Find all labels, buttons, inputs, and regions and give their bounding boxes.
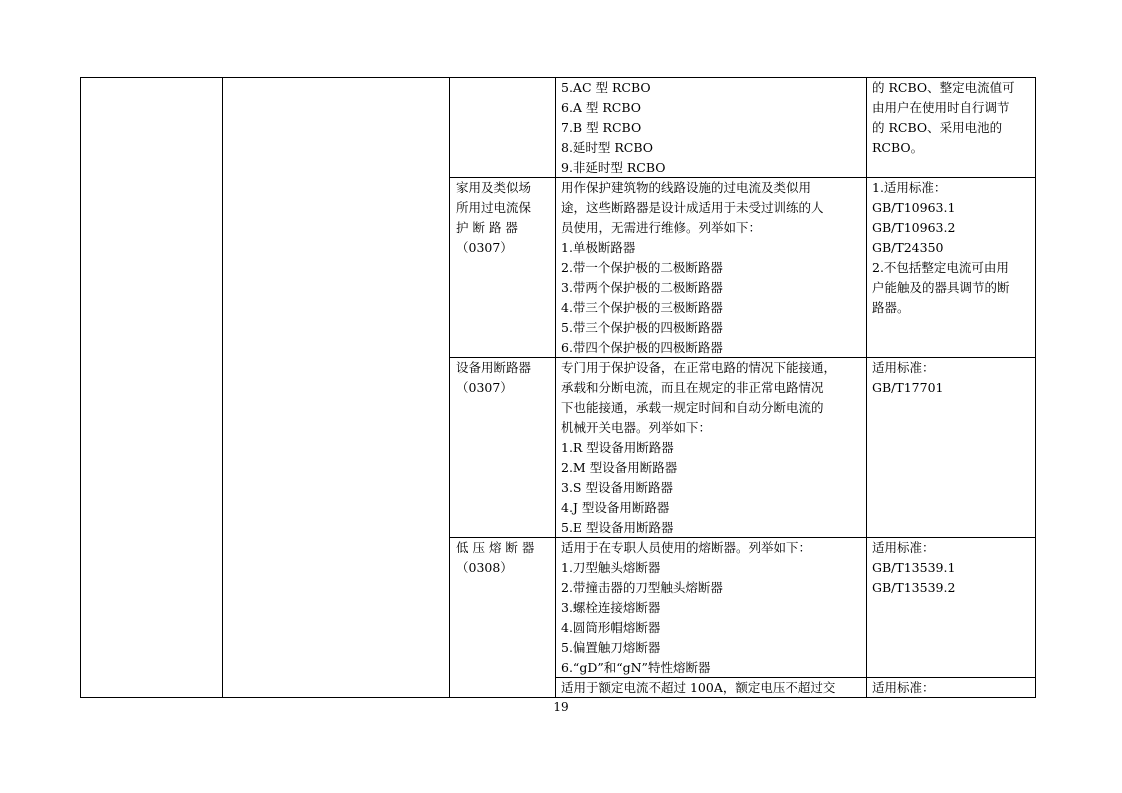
text-line: 适用标准：	[872, 540, 935, 555]
text-line: 7.B 型 RCBO	[561, 120, 642, 135]
row-0-description	[561, 78, 861, 178]
text-line: 4.带三个保护极的三极断路器	[561, 300, 723, 315]
text-line: 4.J 型设备用断路器	[561, 500, 670, 515]
text-line: 护 断 路 器	[456, 220, 518, 235]
row-4-description	[561, 678, 861, 698]
text-line: 由用户在使用时自行调节	[872, 100, 1010, 115]
text-line: 1.单极断路器	[561, 240, 636, 255]
text-line: 适用于在专职人员使用的熔断器。列举如下：	[561, 540, 812, 555]
text-line: （0307）	[456, 240, 513, 255]
row-1-product-name	[456, 178, 548, 258]
text-line: 6.带四个保护极的四极断路器	[561, 340, 723, 355]
text-line: 员使用，无需进行维修。列举如下：	[561, 220, 762, 235]
row-3-standards	[872, 538, 1030, 598]
text-line: 6.A 型 RCBO	[561, 100, 642, 115]
text-line: 4.圆筒形帽熔断器	[561, 620, 661, 635]
text-line: 2.不包括整定电流可由用	[872, 260, 1009, 275]
text-line: 1.适用标准：	[872, 180, 947, 195]
text-line: 2.M 型设备用断路器	[561, 460, 678, 475]
text-line: 1.R 型设备用断路器	[561, 440, 674, 455]
text-line: 途，这些断路器是设计成适用于未受过训练的人	[561, 200, 824, 215]
table-border-left	[80, 77, 81, 698]
text-line: 低 压 熔 断 器	[456, 540, 535, 555]
text-line: 适用于额定电流不超过 100A，额定电压不超过交	[561, 680, 836, 695]
text-line: 适用标准：	[872, 680, 935, 695]
text-line: 承载和分断电流，而且在规定的非正常电路情况	[561, 380, 824, 395]
text-line: GB/T10963.2	[872, 220, 956, 235]
row-1-description	[561, 178, 861, 358]
row-4-standards	[872, 678, 1030, 698]
text-line: 的 RCBO、整定电流值可	[872, 80, 1015, 95]
text-line: 户能触及的器具调节的断	[872, 280, 1010, 295]
table-col-divider-1	[222, 77, 223, 698]
text-line: （0307）	[456, 380, 513, 395]
table-border-right	[1035, 77, 1036, 698]
text-line: 3.带两个保护极的二极断路器	[561, 280, 723, 295]
table-col-divider-2	[449, 77, 450, 698]
text-line: 下也能接通，承载一规定时间和自动分断电流的	[561, 400, 824, 415]
text-line: 1.刀型触头熔断器	[561, 560, 661, 575]
text-line: 设备用断路器	[456, 360, 532, 375]
page-number: 19	[553, 700, 569, 714]
row-1-standards	[872, 178, 1030, 318]
text-line: GB/T13539.1	[872, 560, 956, 575]
text-line: 适用标准：	[872, 360, 935, 375]
text-line: 3.S 型设备用断路器	[561, 480, 673, 495]
text-line: 5.AC 型 RCBO	[561, 80, 651, 95]
text-line: 机械开关电器。列举如下：	[561, 420, 712, 435]
text-line: 路器。	[872, 300, 910, 315]
text-line: 5.偏置触刀熔断器	[561, 640, 661, 655]
row-3-product-name	[456, 538, 548, 578]
text-line: 家用及类似场	[456, 180, 532, 195]
text-line: RCBO。	[872, 140, 924, 155]
text-line: 的 RCBO、采用电池的	[872, 120, 1003, 135]
text-line: 8.延时型 RCBO	[561, 140, 654, 155]
row-2-product-name	[456, 358, 548, 398]
text-line: 2.带一个保护极的二极断路器	[561, 260, 723, 275]
text-line: 9.非延时型 RCBO	[561, 160, 666, 175]
text-line: 所用过电流保	[456, 200, 532, 215]
text-line: GB/T24350	[872, 240, 944, 255]
text-line: 6.“gD”和“gN”特性熔断器	[561, 660, 711, 675]
text-line: GB/T10963.1	[872, 200, 956, 215]
text-line: GB/T17701	[872, 380, 944, 395]
text-line: 5.带三个保护极的四极断路器	[561, 320, 723, 335]
row-2-standards	[872, 358, 1030, 398]
row-0-standards	[872, 78, 1030, 158]
text-line: （0308）	[456, 560, 513, 575]
table-col-divider-4	[866, 77, 867, 698]
table-col-divider-3	[555, 77, 556, 698]
text-line: 用作保护建筑物的线路设施的过电流及类似用	[561, 180, 812, 195]
row-2-description	[561, 358, 861, 538]
text-line: 专门用于保护设备，在正常电路的情况下能接通，	[561, 360, 837, 375]
text-line: 2.带撞击器的刀型触头熔断器	[561, 580, 723, 595]
text-line: GB/T13539.2	[872, 580, 956, 595]
text-line: 3.螺栓连接熔断器	[561, 600, 661, 615]
row-3-description	[561, 538, 861, 678]
text-line: 5.E 型设备用断路器	[561, 520, 674, 535]
